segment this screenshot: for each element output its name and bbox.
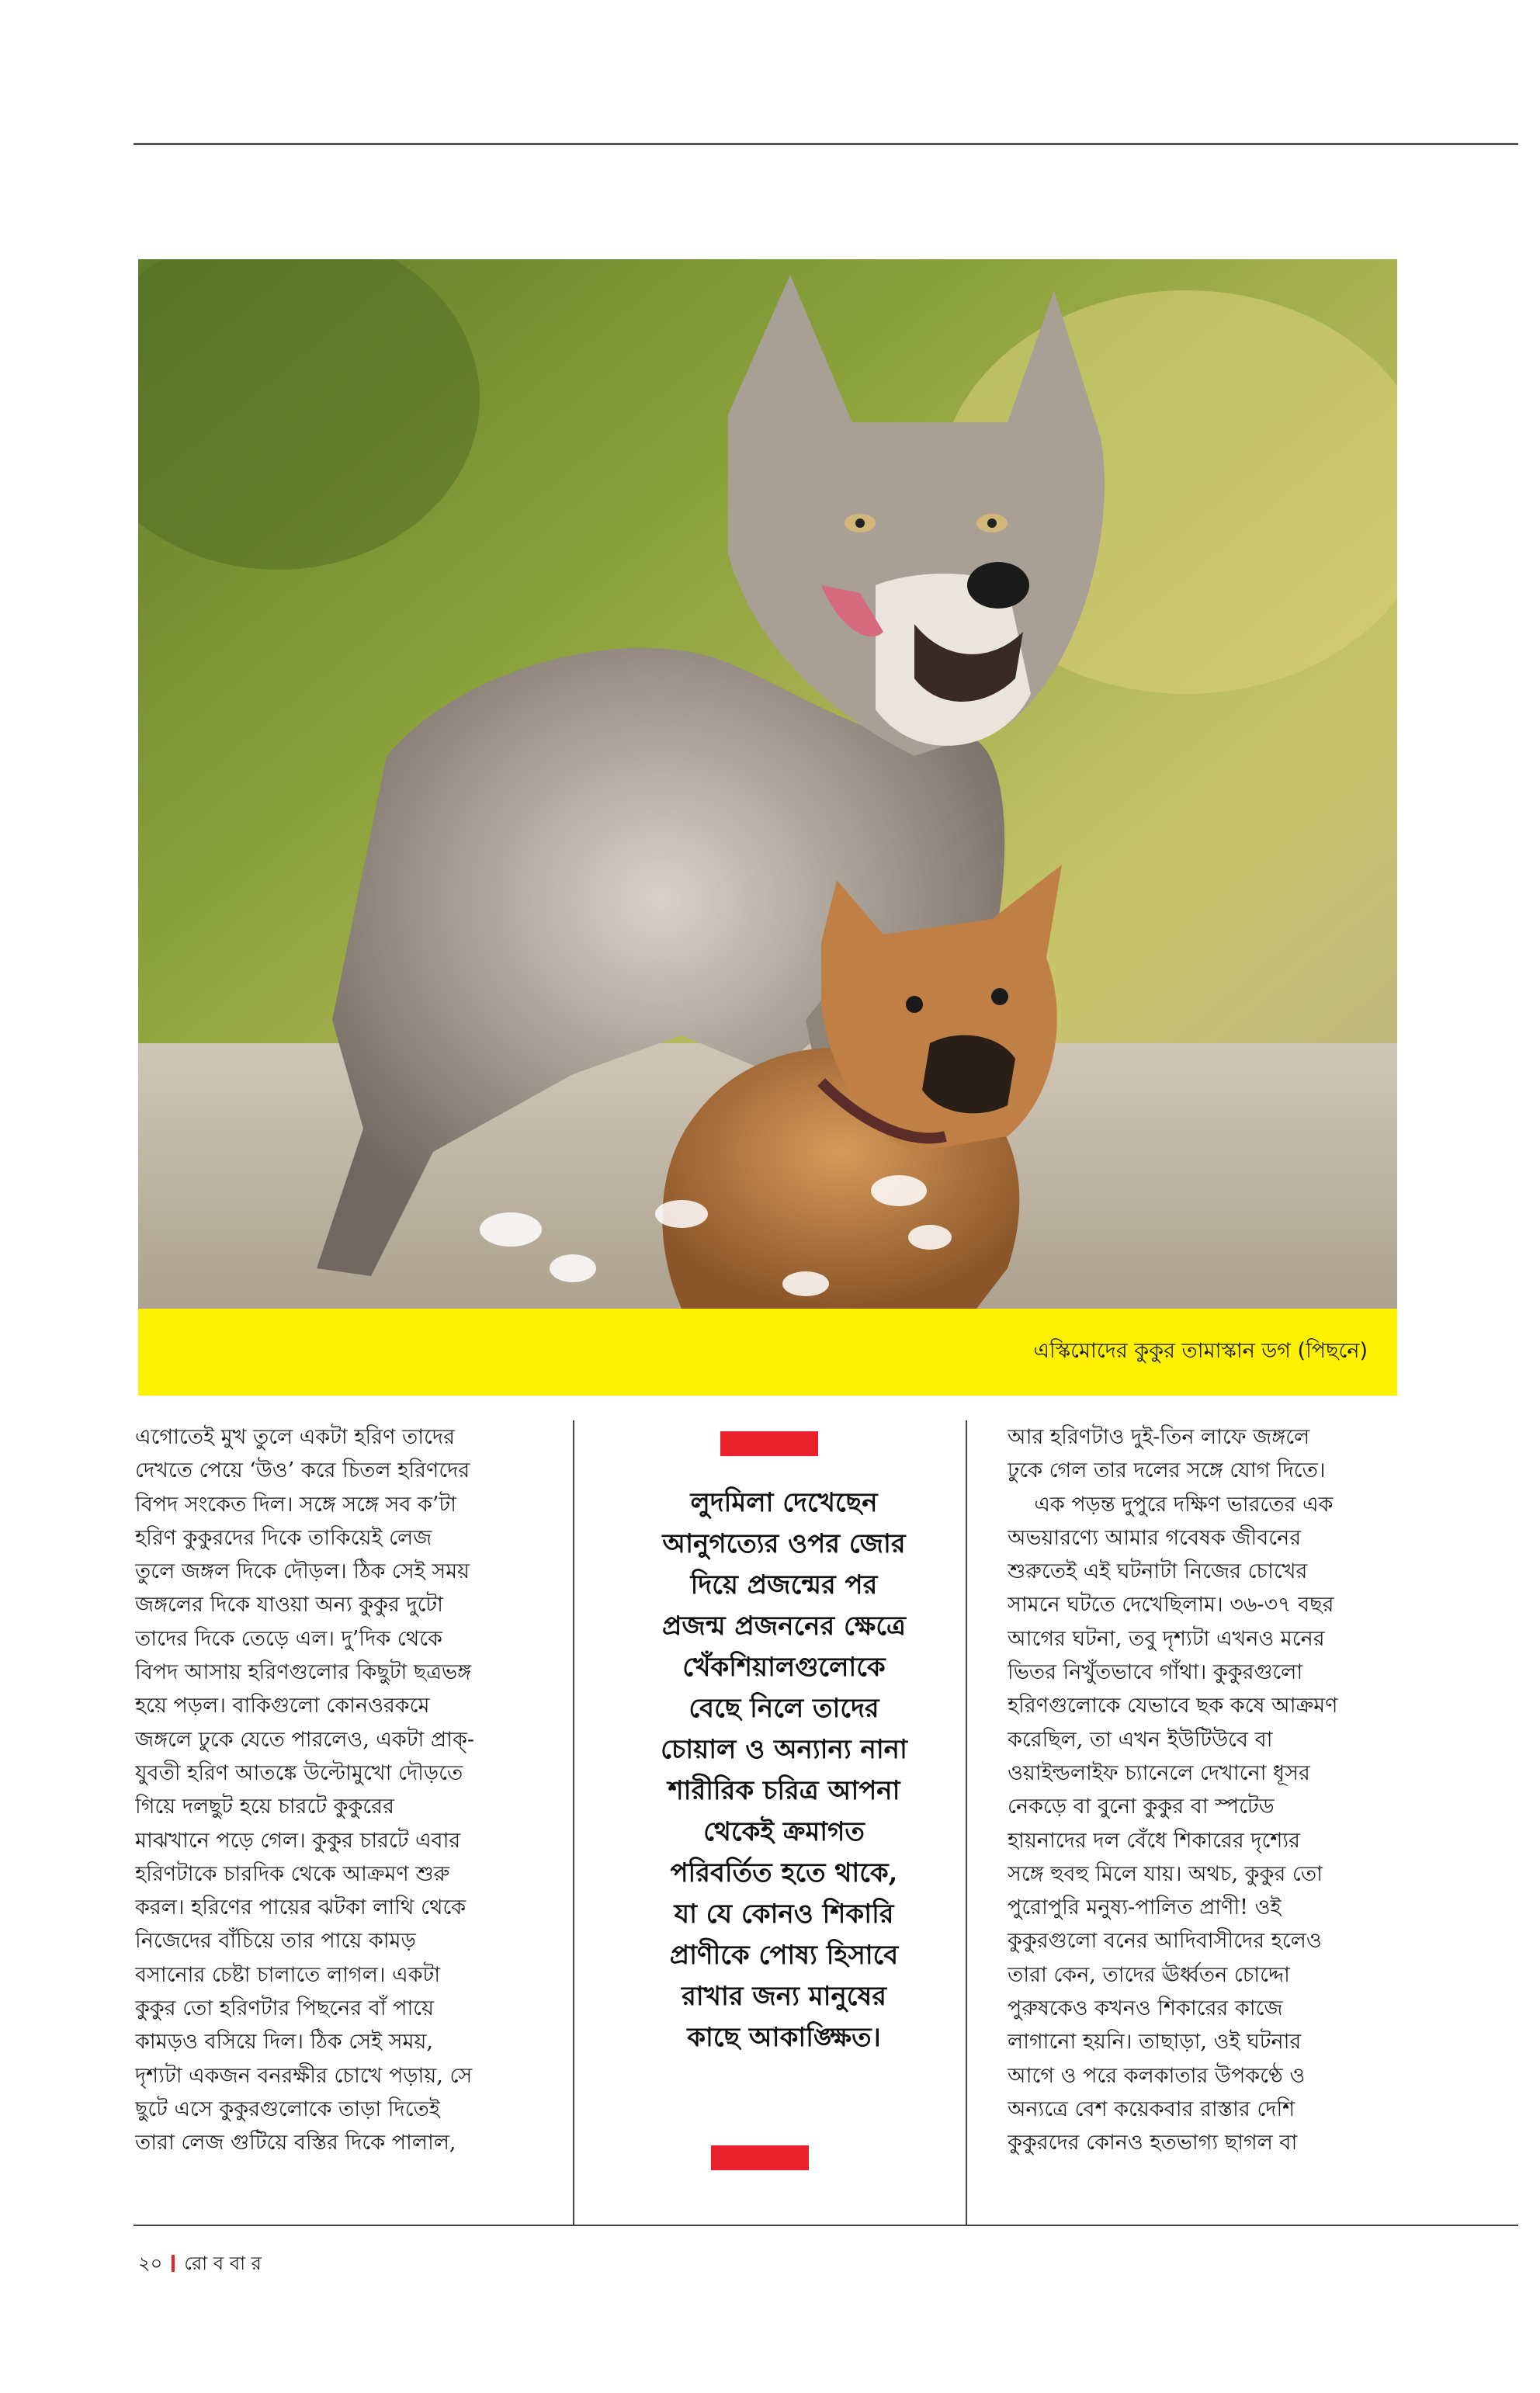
pull-quote-line: প্রাণীকে পোষ্য হিসাবে — [669, 1940, 899, 1971]
body-text-line: হায়নাদের দল বেঁধে শিকারের দৃশ্যের — [1008, 1828, 1301, 1853]
article-column-left — [135, 1420, 560, 2160]
pull-quote-line: পরিবর্তিত হতে থাকে, — [670, 1857, 898, 1888]
article-photo — [138, 259, 1397, 1309]
pull-quote-line: খেঁকশিয়ালগুলোকে — [682, 1652, 886, 1683]
pull-quote-line: যা যে কোনও শিকারি — [674, 1899, 894, 1930]
pull-quote-line: আনুগত্যের ওপর জোর — [662, 1528, 906, 1559]
body-text-line: পুরোপুরি মনুষ্য-পালিত প্রাণী! ওই — [1008, 1895, 1282, 1920]
body-text-line: যুবতী হরিণ আতঙ্কে উল্টোমুখো দৌড়তে — [135, 1760, 463, 1785]
pull-quote-line: কাছে আকাঙ্ক্ষিত। — [687, 2022, 881, 2053]
body-text-line: তারা লেজ গুটিয়ে বস্তির দিকে পালাল, — [135, 2131, 456, 2155]
top-rule — [134, 143, 1518, 145]
body-text-line: বিপদ আসায় হরিণগুলোর কিছুটা ছত্রভঙ্গ — [135, 1660, 472, 1685]
body-text-line: লাগানো হয়নি। তাছাড়া, ওই ঘটনার — [1008, 2030, 1302, 2055]
body-text-line: আগে ও পরে কলকাতার উপকণ্ঠে ও — [1008, 2063, 1306, 2088]
body-text-line: ছুটে এসে কুকুরগুলোকে তাড়া দিতেই — [135, 2096, 440, 2121]
pull-quote-line: রাখার জন্য মানুষের — [682, 1981, 886, 2012]
pull-quote-bottom-accent — [711, 2145, 809, 2170]
body-text-line: ওয়াইল্ডলাইফ চ্যানেলে দেখানো ধূসর — [1008, 1760, 1310, 1785]
pull-quote-line: বেছে নিলে তাদের — [688, 1693, 879, 1724]
footer-separator — [172, 2255, 175, 2272]
body-text-line: নেকড়ে বা বুনো কুকুর বা স্পটেড — [1008, 1795, 1275, 1819]
body-text-line: অন্যত্রে বেশ কয়েকবার রাস্তার দেশি — [1008, 2096, 1295, 2121]
bottom-rule — [134, 2225, 1518, 2226]
body-text-line: কুকুরদের কোনও হতভাগ্য ছাগল বা — [1008, 2131, 1298, 2155]
body-text-line: মাঝখানে পড়ে গেল। কুকুর চারটে এবার — [135, 1828, 461, 1853]
pull-quote-line: চোয়াল ও অন্যান্য নানা — [661, 1734, 907, 1765]
body-text-line: দেখতে পেয়ে ‘উও’ করে চিতল হরিণদের — [135, 1458, 470, 1483]
body-text-line: বসানোর চেষ্টা চালাতে লাগল। একটা — [135, 1962, 441, 1987]
body-text-line: সামনে ঘটতে দেখেছিলাম। ৩৬-৩৭ বছর — [1008, 1593, 1334, 1618]
body-text-line: তাদের দিকে তেড়ে এল। দু’দিক থেকে — [135, 1626, 442, 1651]
column-divider-left — [573, 1420, 574, 2226]
page-number: ২০ — [138, 2253, 163, 2274]
body-text-line: ভিতর নিখুঁতভাবে গাঁথা। কুকুরগুলো — [1008, 1660, 1303, 1685]
body-text-line: বিপদ সংকেত দিল। সঙ্গে সঙ্গে সব ক’টা — [135, 1492, 456, 1517]
body-text-line: করল। হরিণের পায়ের ঝটকা লাথি থেকে — [135, 1895, 467, 1920]
body-text-line: এক পড়ন্ত দুপুরে দক্ষিণ ভারতের এক — [1008, 1492, 1334, 1517]
body-text-line: কুকুরগুলো বনের আদিবাসীদের হলেও — [1008, 1929, 1322, 1954]
body-text-line: ঢুকে গেল তার দলের সঙ্গে যোগ দিতে। — [1008, 1458, 1326, 1483]
pull-quote-line: থেকেই ক্রমাগত — [703, 1816, 865, 1847]
pull-quote-line: শারীরিক চরিত্র আপনা — [668, 1775, 900, 1806]
body-text-line: হরিণটাকে চারদিক থেকে আক্রমণ শুরু — [135, 1861, 450, 1886]
body-text-line: জঙ্গলে ঢুকে যেতে পারলেও, একটা প্রাক্- — [135, 1727, 474, 1752]
body-text-line: নিজেদের বাঁচিয়ে তার পায়ে কামড় — [135, 1929, 416, 1954]
body-text-line: হয়ে পড়ল। বাকিগুলো কোনওরকমে — [135, 1694, 430, 1718]
body-text-line: দৃশ্যটা একজন বনরক্ষীর চোখে পড়ায়, সে — [135, 2063, 473, 2088]
publication-name: রো ব বা র — [184, 2253, 262, 2274]
article-column-right — [1008, 1420, 1411, 2160]
photo-caption-bar — [138, 1309, 1397, 1396]
body-text-line: তারা কেন, তাদের ঊর্ধ্বতন চোদ্দো — [1008, 1962, 1290, 1987]
body-text-line: করেছিল, তা এখন ইউটিউবে বা — [1008, 1727, 1273, 1752]
body-text-line: শুরুতেই এই ঘটনাটা নিজের চোখের — [1008, 1559, 1308, 1584]
photo-caption: এস্কিমোদের কুকুর তামাস্কান ডগ (পিছনে) — [1033, 1339, 1368, 1363]
body-text-line: আগের ঘটনা, তবু দৃশ্যটা এখনও মনের — [1008, 1626, 1325, 1651]
body-text-line: আর হরিণটাও দুই-তিন লাফে জঙ্গলে — [1008, 1425, 1310, 1449]
pull-quote — [590, 1483, 978, 2058]
body-text-line: সঙ্গে হুবহু মিলে যায়। অথচ, কুকুর তো — [1008, 1861, 1323, 1886]
body-text-line: হরিণ কুকুরদের দিকে তাকিয়েই লেজ — [135, 1525, 432, 1550]
body-text-line: পুরুষকেও কখনও শিকারের কাজে — [1008, 1996, 1283, 2021]
body-text-line: জঙ্গলের দিকে যাওয়া অন্য কুকুর দুটো — [135, 1593, 443, 1618]
body-text-line: কুকুর তো হরিণটার পিছনের বাঁ পায়ে — [135, 1996, 435, 2021]
body-text-line: এগোতেই মুখ তুলে একটা হরিণ তাদের — [135, 1425, 455, 1449]
page-footer — [138, 2249, 262, 2280]
body-text-line: গিয়ে দলছুট হয়ে চারটে কুকুরের — [135, 1795, 394, 1819]
column-divider-right — [966, 1420, 967, 2226]
pull-quote-line: লুদমিলা দেখেছেন — [690, 1487, 878, 1518]
pull-quote-top-accent — [720, 1431, 818, 1456]
body-text-line: তুলে জঙ্গল দিকে দৌড়ল। ঠিক সেই সময় — [135, 1559, 470, 1584]
pull-quote-line: দিয়ে প্রজন্মের পর — [690, 1569, 878, 1601]
wolf-and-dog-illustration — [138, 259, 1397, 1309]
body-text-line: হরিণগুলোকে যেভাবে ছক কষে আক্রমণ — [1008, 1694, 1338, 1718]
body-text-line: কামড়ও বসিয়ে দিল। ঠিক সেই সময়, — [135, 2030, 433, 2055]
pull-quote-line: প্রজন্ম প্রজননের ক্ষেত্রে — [662, 1611, 906, 1642]
body-text-line: অভয়ারণ্যে আমার গবেষক জীবনের — [1008, 1525, 1302, 1550]
